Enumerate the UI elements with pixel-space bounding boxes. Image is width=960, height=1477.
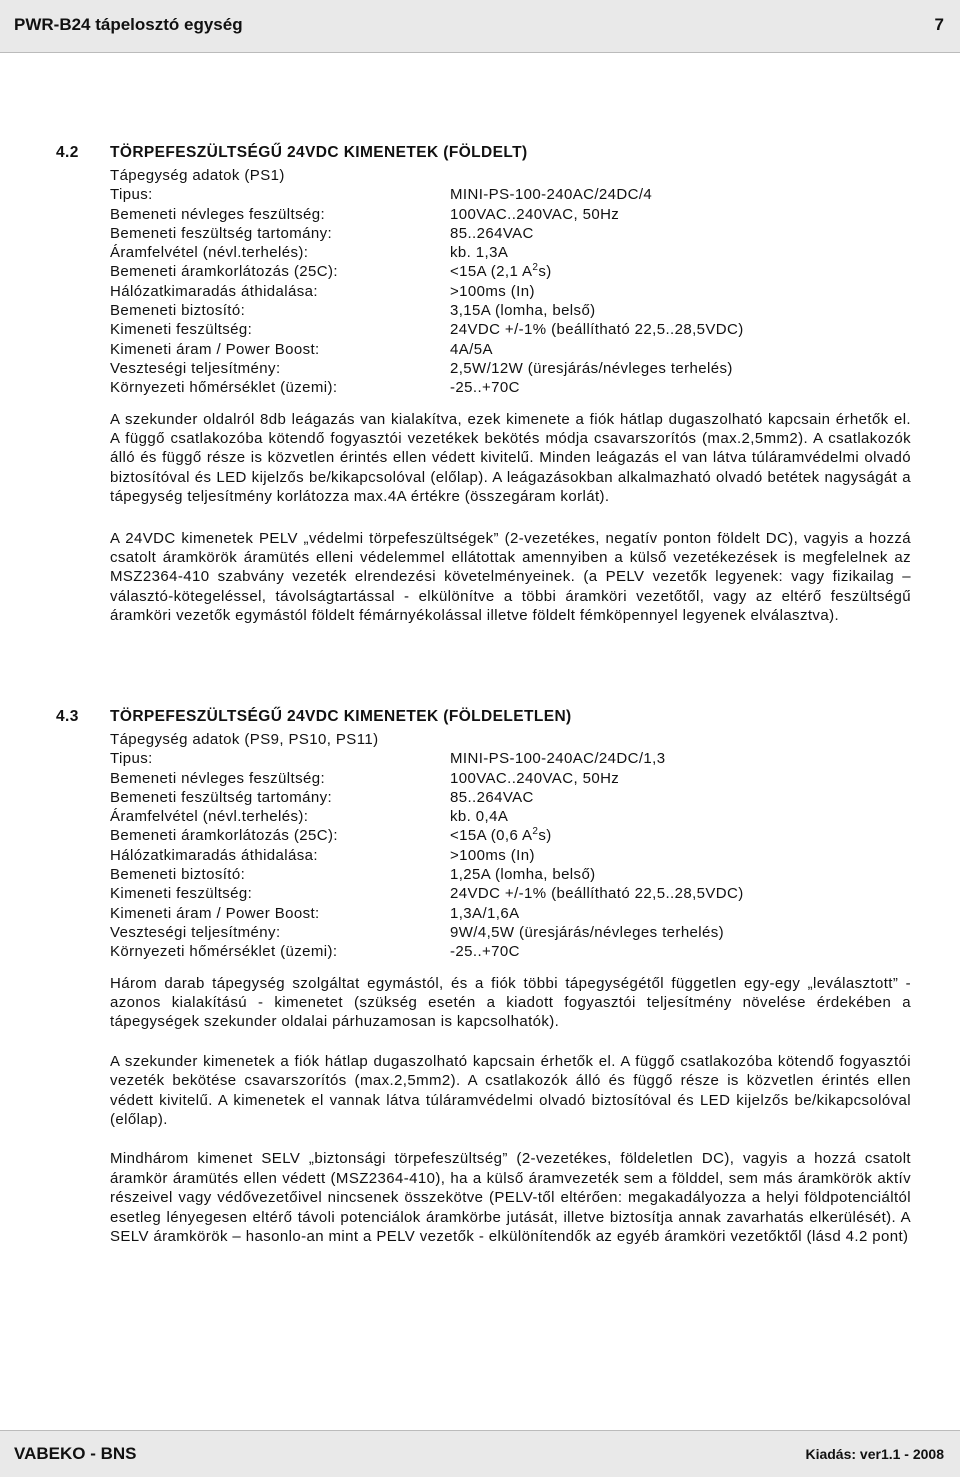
spec-row: [110, 340, 911, 359]
spec-row: [110, 788, 911, 807]
section-title: TÖRPEFESZÜLTSÉGŰ 24VDC KIMENETEK (FÖLDELT): [110, 144, 528, 161]
spec-value: 3,15A (lomha, belső): [450, 302, 596, 320]
spec-row: [110, 884, 911, 903]
spec-value: [450, 826, 911, 845]
spec-value: 100VAC..240VAC, 50Hz: [450, 205, 620, 223]
spec-value: 1,25A (lomha, belső): [450, 866, 596, 884]
section-number: 4.2: [56, 144, 79, 161]
section-body: [110, 166, 911, 626]
spec-value: 24VDC +/-1% (beállítható 22,5..28,5VDC): [450, 321, 744, 339]
spec-value: 4A/5A: [450, 340, 493, 358]
section-4-2: [56, 144, 911, 641]
spec-key: Tipus:: [110, 186, 153, 204]
spec-key: Kimeneti feszültség:: [110, 321, 253, 339]
section-body: [110, 730, 911, 1246]
spec-value: >100ms (In): [450, 846, 535, 864]
spec-row: [110, 205, 911, 224]
spec-value: kb. 0,4A: [450, 808, 509, 826]
spec-key: Kimeneti áram / Power Boost:: [110, 340, 320, 358]
spec-key: Hálózatkimaradás áthidalása:: [110, 282, 318, 300]
edition-info: Kiadás: ver1.1 - 2008: [805, 1446, 944, 1462]
spec-row: [110, 942, 911, 961]
spec-key: Bemeneti névleges feszültség:: [110, 769, 326, 787]
page-header: [0, 0, 960, 53]
spec-value-post: s): [538, 263, 552, 281]
spec-row: [110, 826, 911, 845]
spec-row: [110, 320, 911, 339]
spec-row: [110, 769, 911, 788]
spec-row: [110, 904, 911, 923]
spec-key: Bemeneti áramkorlátozás (25C):: [110, 263, 338, 281]
paragraph: A szekunder oldalról 8db leágazás van kialakítva, ezek kimenete a fiók hátlap dugaszolható kapcsain érhetők el. A függő csatlakozóba kötendő fogyasztói vezetékek bekötés módja csavarszorítós (max.2,5mm2). A csatlakozók álló és függő része is közvetlen érintés ellen védett kivitelű. Minden leágazás el van látva túláramvédelmi olvadó biztosítóval és LED kijelzős be/kikapcsolóval (előlap). A leágazásokban alkalmazható olvadó betétek nagyságát a tápegység teljesítmény korlátozza max.4A értékre (összegáram korlát).: [110, 410, 911, 506]
spec-list: [110, 185, 911, 397]
spec-value: 2,5W/12W (üresjárás/névleges terhelés): [450, 359, 733, 377]
spec-key: Bemeneti feszültség tartomány:: [110, 788, 333, 806]
document-title: PWR-B24 tápelosztó egység: [14, 15, 243, 34]
spec-value: MINI-PS-100-240AC/24DC/1,3: [450, 750, 666, 768]
spec-row: [110, 282, 911, 301]
spec-value: 100VAC..240VAC, 50Hz: [450, 769, 620, 787]
paragraph: Három darab tápegység szolgáltat egymástól, és a fiók többi tápegységétől független egy-egy „leválasztott” - azonos kialakítású - kimenetet (szükség esetén a kiadott fogyasztói teljesítmény növelése érdekében a tápegységek szekunder oldalai párhuzamosan is kapcsolhatók).: [110, 974, 911, 1031]
spec-subtitle: Tápegység adatok (PS1): [110, 167, 285, 184]
spec-key: Áramfelvétel (névl.terhelés):: [110, 244, 309, 262]
spec-row: [110, 807, 911, 826]
page-footer: [0, 1430, 960, 1477]
spec-key: Kimeneti áram / Power Boost:: [110, 904, 320, 922]
spec-value: >100ms (In): [450, 282, 535, 300]
spec-value-pre: <15A (2,1 A: [450, 263, 533, 281]
spec-row: [110, 923, 911, 942]
company-name: VABEKO - BNS: [14, 1444, 137, 1463]
spec-subtitle: Tápegység adatok (PS9, PS10, PS11): [110, 731, 379, 748]
spec-value: 24VDC +/-1% (beállítható 22,5..28,5VDC): [450, 885, 744, 903]
spec-row: [110, 846, 911, 865]
spec-value: MINI-PS-100-240AC/24DC/4: [450, 186, 653, 204]
spec-value-pre: <15A (0,6 A: [450, 827, 533, 845]
spec-value: 85..264VAC: [450, 224, 534, 242]
paragraph: Mindhárom kimenet SELV „biztonsági törpefeszültség” (2-vezetékes, földeletlen DC), vagyis a hozzá csatolt áramkör áramütés ellen védett (MSZ2364-410), ha a külső áramvezeték sem a földdel, sem más áramkörök aktív részeivel vagy védővezetőivel nincsenek összekötve (PELV-től eltérően: megakadályozza a helyi földpotenciáltól esetleg lényegesen eltérő távoli potenciálok áramkörbe jutását, illetve biztosítja annak zavarhatás elkerülését). A SELV áramkörök – hasonlo-an mint a PELV vezetők - elkülönítendők az egyéb áramköri vezetőktől (lásd 4.2 pont): [110, 1150, 911, 1246]
spec-row: [110, 749, 911, 768]
spec-list: [110, 749, 911, 961]
spec-value: 9W/4,5W (üresjárás/névleges terhelés): [450, 923, 725, 941]
spec-row: [110, 378, 911, 397]
spec-row: [110, 301, 911, 320]
spec-value: -25..+70C: [450, 943, 520, 961]
spec-key: Környezeti hőmérséklet (üzemi):: [110, 379, 338, 397]
section-heading: [56, 144, 911, 166]
spec-value: 85..264VAC: [450, 788, 534, 806]
spec-row: [110, 865, 911, 884]
spec-row: [110, 262, 911, 281]
spec-value: -25..+70C: [450, 379, 520, 397]
spec-key: Veszteségi teljesítmény:: [110, 359, 281, 377]
section-title: TÖRPEFESZÜLTSÉGŰ 24VDC KIMENETEK (FÖLDELETLEN): [110, 708, 572, 725]
spec-value: [450, 262, 911, 281]
page-number: 7: [934, 15, 944, 34]
spec-row: [110, 185, 911, 204]
spec-row: [110, 224, 911, 243]
section-4-3: [56, 708, 911, 1261]
paragraph: A 24VDC kimenetek PELV „védelmi törpefeszültségek” (2-vezetékes, negatív ponton földelt DC), vagyis a hozzá csatolt áramkörök áramütés elleni védelemmel ellátottak amennyiben a külső vezetékezések is megfelelnek az MSZ2364-410 szabvány vezeték elrendezési követelményeinek. (a PELV vezetők legyenek: vagy fizikailag – választó-kötegeléssel, távolságtartással - elkülönítve a többi áramköri vezetőtől, vagy az eltérő feszültségű áramköri vezetők egymástól földelt fémárnyékolással illetve földelt fémköpennyel legyenek elválasztva).: [110, 529, 911, 625]
spec-key: Hálózatkimaradás áthidalása:: [110, 846, 318, 864]
spec-key: Bemeneti biztosító:: [110, 866, 246, 884]
spec-key: Bemeneti áramkorlátozás (25C):: [110, 827, 338, 845]
spec-row: [110, 359, 911, 378]
spec-key: Áramfelvétel (névl.terhelés):: [110, 808, 309, 826]
section-heading: [56, 708, 911, 730]
spec-value-sup: 2: [532, 826, 539, 838]
spec-key: Veszteségi teljesítmény:: [110, 923, 281, 941]
spec-value-post: s): [538, 827, 552, 845]
spec-row: [110, 243, 911, 262]
spec-key: Környezeti hőmérséklet (üzemi):: [110, 943, 338, 961]
spec-key: Bemeneti feszültség tartomány:: [110, 224, 333, 242]
spec-value: kb. 1,3A: [450, 244, 509, 262]
spec-value: 1,3A/1,6A: [450, 904, 520, 922]
paragraph: A szekunder kimenetek a fiók hátlap dugaszolható kapcsain érhetők el. A függő csatlakozóba kötendő fogyasztói vezeték bekötése csavarszorítós (max.2,5mm2). A csatlakozók álló és függő része is közvetlen érintés ellen védett kivitelű. A kimenetek el vannak látva túláramvédelmi olvadó biztosítóval és LED kijelzős be/kikapcsolóval (előlap).: [110, 1052, 911, 1128]
spec-key: Kimeneti feszültség:: [110, 885, 253, 903]
spec-key: Bemeneti névleges feszültség:: [110, 205, 326, 223]
spec-key: Tipus:: [110, 750, 153, 768]
section-number: 4.3: [56, 708, 79, 725]
spec-key: Bemeneti biztosító:: [110, 302, 246, 320]
spec-value-sup: 2: [532, 262, 539, 274]
